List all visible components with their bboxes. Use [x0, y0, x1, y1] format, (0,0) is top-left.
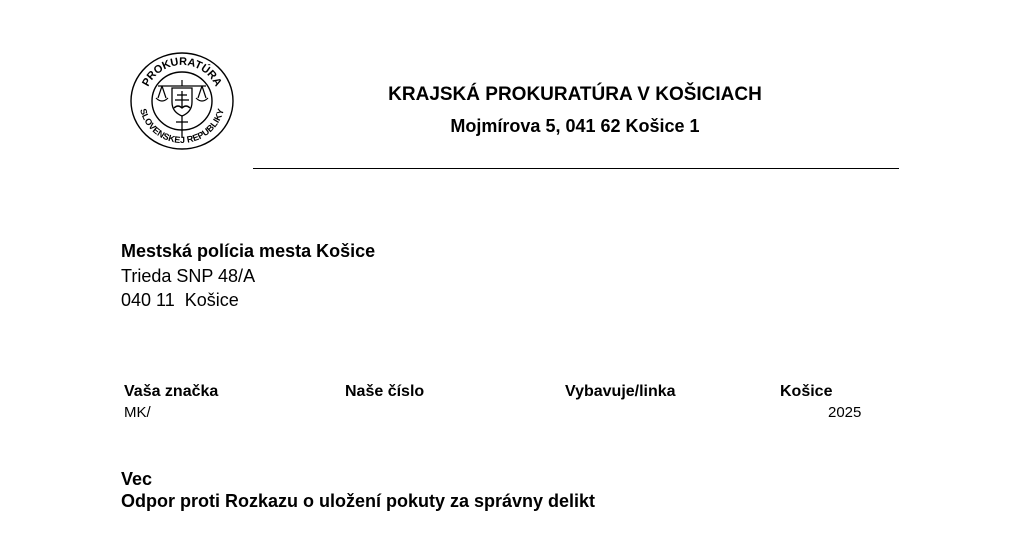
seal-top-text: PROKURATÚRA: [140, 55, 224, 89]
your-reference-value: MK/: [124, 404, 151, 421]
sword-icon: [176, 116, 188, 138]
seal-bottom-text: SLOVENSKEJ REPUBLIKY: [138, 107, 226, 146]
subject-text: Odpor proti Rozkazu o uložení pokuty za správny delikt: [121, 491, 596, 511]
subject-label: Vec: [121, 469, 153, 489]
our-number-label: Naše číslo: [345, 383, 425, 400]
recipient-name: Mestská polícia mesta Košice: [121, 241, 376, 261]
shield-emblem-icon: [172, 88, 192, 116]
prosecutor-seal: [128, 50, 236, 152]
office-address: Mojmírova 5, 041 62 Košice 1: [450, 116, 700, 136]
date-value: 2025: [828, 404, 862, 421]
your-reference-label: Vaša značka: [124, 383, 219, 400]
office-name: KRAJSKÁ PROKURATÚRA V KOŠICIACH: [388, 84, 762, 105]
recipient-city: 040 11 Košice: [121, 290, 239, 310]
handled-by-label: Vybavuje/linka: [565, 383, 676, 400]
recipient-street: Trieda SNP 48/A: [121, 266, 256, 286]
place-label: Košice: [780, 383, 833, 400]
header-divider: [253, 168, 899, 169]
